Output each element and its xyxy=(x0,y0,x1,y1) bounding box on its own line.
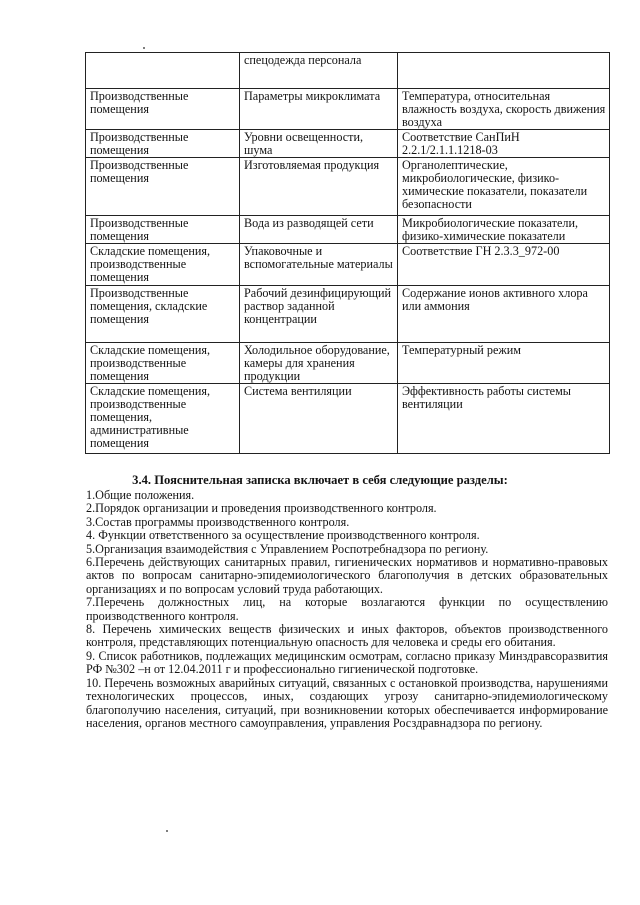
object-cell: спецодежда персонала xyxy=(240,53,398,89)
location-cell: Производственные помещения xyxy=(86,158,240,216)
location-cell: Складские помещения, производственные помещения, административные помещения xyxy=(86,384,240,454)
indicator-cell: Микробиологические показатели, физико-химические показатели xyxy=(398,216,610,244)
control-table xyxy=(85,52,610,454)
object-cell: Изготовляемая продукция xyxy=(240,158,398,216)
indicator-cell: Соответствие ГН 2.3.3_972-00 xyxy=(398,244,610,286)
list-item: 1.Общие положения. xyxy=(86,488,195,502)
object-cell: Упаковочные и вспомогательные материалы xyxy=(240,244,398,286)
notes-list xyxy=(86,489,608,730)
object-cell: Вода из разводящей сети xyxy=(240,216,398,244)
indicator-cell: Эффективность работы системы вентиляции xyxy=(398,384,610,454)
list-item: 10. Перечень возможных аварийных ситуаций, связанных с остановкой производства, нарушениями технологических процессов, иных, создающих угрозу санитарно-эпидемиологическому благополучию населения, ситуаций, при возникновении которых обеспечивается информирование населения, органов местного самоуправления, управления Росздравнадзора по региону. xyxy=(86,675,608,730)
indicator-cell: Органолептические, микробиологические, физико-химические показатели, показатели безопасности xyxy=(398,158,610,216)
list-item: 7.Перечень должностных лиц, на которые возлагаются функции по осуществлению производственного контроля. xyxy=(86,595,608,623)
list-item: 5.Организация взаимодействия с Управлением Роспотребнадзора по региону. xyxy=(86,541,489,556)
list-item: 8. Перечень химических веществ физических и иных факторов, объектов производственного контроля, представляющих потенциальную опасность для человека и среды его обитания. xyxy=(86,622,608,650)
list-item: 6.Перечень действующих санитарных правил, гигиенических нормативов и нормативно-правовых актов по вопросам санитарно-эпидемиологического благополучия в детских образовательных организациях и по вопросам условий труда работающих. xyxy=(86,555,608,596)
location-cell: Производственные помещения xyxy=(86,130,240,158)
location-cell: Производственные помещения xyxy=(86,216,240,244)
object-cell: Система вентиляции xyxy=(240,384,398,454)
location-cell xyxy=(86,53,240,89)
list-item: 4. Функции ответственного за осуществление производственного контроля. xyxy=(86,528,480,543)
object-cell: Параметры микроклимата xyxy=(240,89,398,130)
list-item: 2.Порядок организации и проведения производственного контроля. xyxy=(86,501,437,516)
section-title: 3.4. Пояснительная записка включает в себя следующие разделы: xyxy=(132,473,508,487)
indicator-cell: Температурный режим xyxy=(398,343,610,384)
location-cell: Складские помещения, производственные помещения xyxy=(86,244,240,286)
object-cell: Уровни освещенности, шума xyxy=(240,130,398,158)
table-row xyxy=(86,244,610,286)
indicator-cell: Температура, относительная влажность воздуха, скорость движения воздуха xyxy=(398,89,610,130)
location-cell: Производственные помещения, складские помещения xyxy=(86,286,240,343)
table-row xyxy=(86,384,610,454)
table-row xyxy=(86,130,610,158)
table-row xyxy=(86,158,610,216)
location-cell: Производственные помещения xyxy=(86,89,240,130)
list-item: 3.Состав программы производственного контроля. xyxy=(86,514,350,529)
object-cell: Холодильное оборудование, камеры для хранения продукции xyxy=(240,343,398,384)
location-cell: Складские помещения, производственные помещения xyxy=(86,343,240,384)
list-item: 9. Список работников, подлежащих медицинским осмотрам, согласно приказу Минздравсоразвития РФ №302 –н от 12.04.2011 г и профессионально гигиенической подготовке. xyxy=(86,648,608,677)
indicator-cell: Соответствие СанПиН 2.2.1/2.1.1.1218-03 xyxy=(398,130,610,158)
table-row xyxy=(86,53,610,89)
object-cell: Рабочий дезинфицирующий раствор заданной концентрации xyxy=(240,286,398,343)
indicator-cell xyxy=(398,53,610,89)
table-row xyxy=(86,286,610,343)
table-row xyxy=(86,89,610,130)
scan-speck xyxy=(166,830,168,832)
table-row xyxy=(86,216,610,244)
scan-speck xyxy=(143,47,145,49)
table-row xyxy=(86,343,610,384)
indicator-cell: Содержание ионов активного хлора или аммония xyxy=(398,286,610,343)
